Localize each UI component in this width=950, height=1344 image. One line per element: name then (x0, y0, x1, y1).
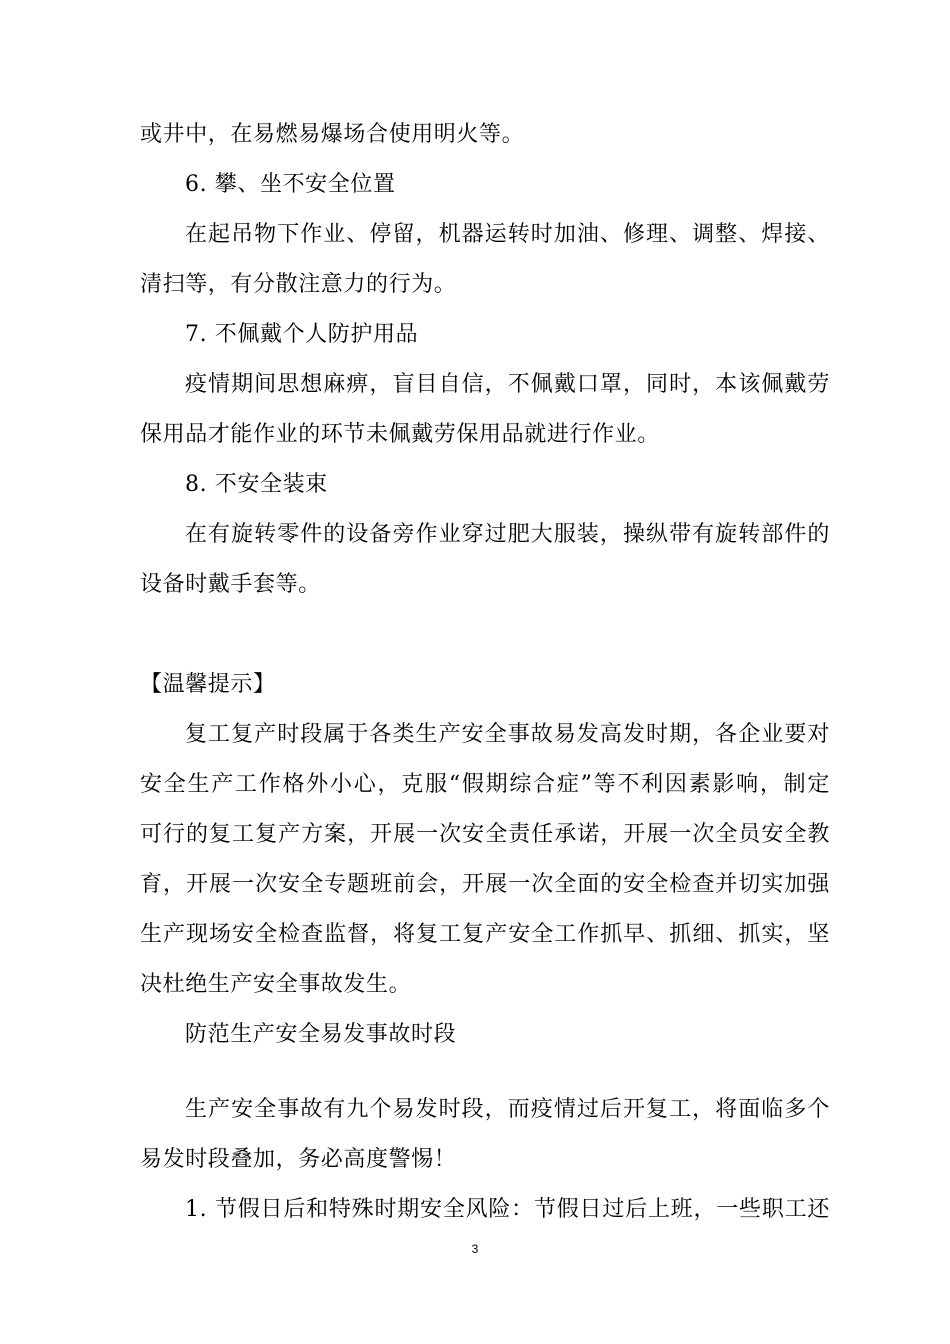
body-line: 育，开展一次安全专题班前会，开展一次全面的安全检查并切实加强 (140, 872, 830, 897)
body-line: 清扫等，有分散注意力的行为。 (140, 272, 457, 297)
body-line: 生产现场安全检查监督，将复工复产安全工作抓早、抓细、抓实，坚 (140, 922, 830, 947)
body-line: 生产安全事故有九个易发时段，而疫情过后开复工，将面临多个 (185, 1097, 830, 1122)
list-heading: 1. 节假日后和特殊时期安全风险：节假日过后上班，一些职工还 (185, 1197, 830, 1222)
list-heading: 7. 不佩戴个人防护用品 (185, 322, 419, 347)
body-line: 决杜绝生产安全事故发生。 (140, 972, 412, 997)
body-line: 易发时段叠加，务必高度警惕！ (140, 1147, 457, 1172)
section-heading: 【温馨提示】 (140, 672, 276, 697)
subsection-heading: 防范生产安全易发事故时段 (185, 1022, 457, 1047)
body-line: 或井中，在易燃易爆场合使用明火等。 (140, 122, 525, 147)
list-heading: 6. 攀、坐不安全位置 (185, 172, 396, 197)
page-number: 3 (471, 1242, 479, 1256)
body-line: 在起吊物下作业、停留，机器运转时加油、修理、调整、焊接、 (185, 222, 830, 247)
body-line: 设备时戴手套等。 (140, 572, 321, 597)
body-line: 在有旋转零件的设备旁作业穿过肥大服装，操纵带有旋转部件的 (185, 522, 830, 547)
body-line: 可行的复工复产方案，开展一次安全责任承诺，开展一次全员安全教 (140, 822, 830, 847)
body-line: 保用品才能作业的环节未佩戴劳保用品就进行作业。 (140, 422, 660, 447)
body-line: 复工复产时段属于各类生产安全事故易发高发时期，各企业要对 (185, 722, 830, 747)
body-line: 疫情期间思想麻痹，盲目自信，不佩戴口罩，同时，本该佩戴劳 (185, 372, 830, 397)
body-line: 安全生产工作格外小心，克服“假期综合症”等不利因素影响，制定 (140, 772, 830, 797)
list-heading: 8. 不安全装束 (185, 472, 328, 497)
